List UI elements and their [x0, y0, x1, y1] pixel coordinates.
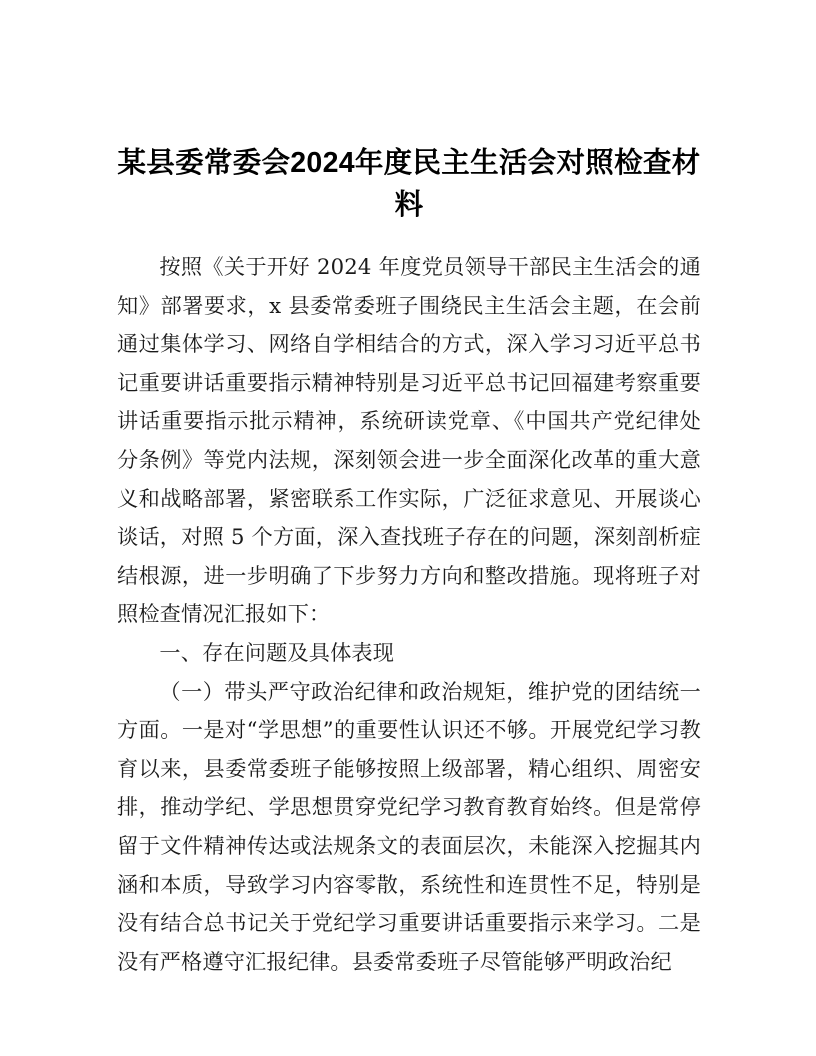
document-content: [117, 0, 701, 981]
page-title: 某县委常委会2024年度民主生活会对照检查材料: [117, 147, 701, 221]
opening-paragraph: 按照《关于开好 2024 年度党员领导干部民主生活会的通知》部署要求，x 县委常委班子围绕民主生活会主题，在会前通过集体学习、网络自学相结合的方式，深入学习习近平总书记重要讲话重要指示精神特别是习近平总书记回福建考察重要讲话重要指示批示精神，系统研读党章、《中国共产党纪律处分条例》等党内法规，深刻领会进一步全面深化改革的重大意义和战略部署，紧密联系工作实际，广泛征求意见、开展谈心谈话，对照 5 个方面，深入查找班子存在的问题，深刻剖析症结根源，进一步明确了下步努力方向和整改措施。现将班子对照检查情况汇报如下：: [117, 254, 701, 627]
title-body-spacer: [117, 226, 701, 248]
subsection-paragraph-political-discipline: （一）带头严守政治纪律和政治规矩，维护党的团结统一方面。一是对“学思想”的重要性认识还不够。开展党纪学习教育以来，县委常委班子能够按照上级部署，精心组织、周密安排，推动学纪、学思想贯穿党纪学习教育教育始终。但是常停留于文件精神传达或法规条文的表面层次，未能深入挖掘其内涵和本质，导致学习内容零散，系统性和连贯性不足，特别是没有结合总书记关于党纪学习重要讲话重要指示来学习。二是没有严格遵守汇报纪律。县委常委班子尽管能够严明政治纪: [117, 678, 701, 974]
section-heading-existing-problems: 一、存在问题及具体表现: [159, 639, 395, 665]
